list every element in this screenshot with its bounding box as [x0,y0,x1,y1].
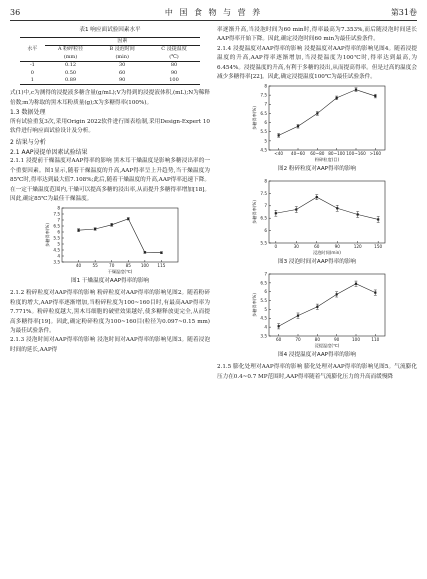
figure-3-chart [217,177,417,257]
x-tick-label: 0 [274,244,278,250]
x-tick-label: 120 [353,244,362,250]
section-2-1-5-title: 2.1.5 膨化处理对AAP得率的影响 [217,364,303,371]
plot-frame [269,86,385,150]
data-point [94,228,96,230]
figure-3-caption: 图3 浸泡时间对AAP得率的影响 [277,259,357,266]
section-2-1-5-body: 膨化处理对AAP得率的影响见图5。气流膨化压力在0.4~0.7 MP范围时,AAP得率随着气流膨化压力的升高而缓慢降 [217,364,417,380]
section-1-3-heading: 1.3 数据处理 [10,109,46,117]
y-tick-label: 7.5 [53,211,60,217]
section-2-1-heading: 2.1 AAP浸提单因素试验结果 [10,148,88,156]
formula-explanation: 式(1)中,c为测得的浸提液多糖含量(g/mL);V为得到的浸提液体积,(mL);N为稀释倍数;m为称取的黑木耳粉质量(g);X为多糖得率(100%)。 [10,90,210,106]
y-tick-label: 7 [57,217,60,223]
table-cell: -1 [29,62,35,69]
x-tick-label: 85 [125,263,131,269]
y-tick-label: 5 [264,307,267,313]
x-tick-label: 90 [334,244,340,250]
section-2-1-2-title: 2.1.2 粉碎粒度对AAP得率的影响 [10,290,96,297]
y-tick-label: 8 [264,83,267,89]
table-cell: 0.89 [64,77,77,84]
x-tick-label: >160 [369,151,382,157]
y-tick-label: 7.5 [260,191,267,197]
x-tick-label: 60 [314,244,320,250]
series-line [279,90,376,136]
y-tick-label: 5.5 [260,298,267,304]
y-tick-label: 7 [264,203,267,209]
figure-4-chart [217,270,417,350]
x-tick-label: 90 [333,337,340,343]
y-tick-label: 6 [264,120,267,126]
table-cell: 0.50 [64,69,77,76]
table-cell: 80 [170,62,178,69]
y-tick-label: 8 [57,205,60,211]
table-header-level: 水平 [20,38,45,62]
data-point [144,252,146,254]
figure-1-caption: 图1 干燥温度对AAP得率的影响 [70,278,150,285]
x-tick-label: 80~100 [328,151,346,157]
table-cell: 90 [118,77,126,84]
y-tick-label: 8 [264,178,267,184]
data-point [374,95,376,97]
table-cell: 0.12 [64,62,77,69]
y-tick-label: 6 [57,229,60,235]
plot-frame [62,208,178,262]
table-cell: 30 [118,62,126,69]
y-axis-label: 多糖得率(%) [252,293,257,318]
figure-2 [217,82,417,174]
data-point [377,219,379,221]
header-rule [10,20,417,21]
y-tick-label: 5.5 [53,235,60,241]
y-axis-label: 多糖得率(%) [252,106,257,131]
x-tick-label: 40~60 [290,151,306,157]
table-row [20,62,200,70]
x-tick-label: <40 [274,151,284,157]
table-col-c: C 浸提温度 [161,46,187,53]
data-point [355,89,357,91]
data-point [127,218,129,220]
section-1-3-text: 所有试验重复3次,采用Origin 2022软件进行图表绘制,采用Design-Expert 10软件进行响应面试验设计及分析。 [10,118,210,135]
page-header [0,0,427,22]
table-row [20,77,200,85]
table-col-b: B 浸泡时间 [109,46,135,53]
figure-1 [10,204,210,286]
table-unit-c: (℃) [169,53,179,60]
y-tick-label: 5 [264,138,267,144]
y-tick-label: 4.5 [260,147,267,153]
data-point [297,126,299,128]
data-point [278,326,280,328]
section-2-1-4-text [217,45,417,83]
section-2-1-3-text [10,336,210,355]
table-col-a: A 粉碎粒径 [57,46,84,53]
y-axis-label: 多糖得率(%) [45,223,50,248]
section-2-heading: 2 结果与分析 [10,139,46,147]
x-tick-label: 60~80 [310,151,325,157]
data-point [160,252,162,254]
y-tick-label: 4.5 [260,316,267,322]
data-point [336,97,338,99]
factor-level-table [20,37,200,85]
figure-1-chart [10,204,210,276]
left-column [10,26,210,355]
x-tick-label: 70 [109,263,115,269]
section-2-1-1-body: 黑木耳干燥温度是影响多糖浸出率的一个重要因素。图1显示,随着干燥温度的升高,AAP得率呈上升趋势,当干燥温度为85℃时,得率达到最大值7.108%;此后,随着干燥温度的升高,AAP得率迅速下降。在一定干燥温度范围内,干燥可以提高多糖的浸出率,从而提升多糖得率增加[18]。因此,确定85℃为最佳干燥温度。 [10,158,210,202]
x-tick-label: 70 [295,337,301,343]
continued-text: 率逐渐升高,当浸泡时间为60 min时,得率最高为7.353%,而后随浸泡时间延长AAP得率开始下降。因此,确定浸泡时间60 min为最佳试验条件。 [217,27,417,43]
y-tick-label: 7.5 [260,92,267,98]
section-2-1-5-text [217,363,417,382]
data-point [278,135,280,137]
x-tick-label: 150 [374,244,383,250]
table-cell: 100 [169,77,179,84]
section-2-1-1-title: 2.1.1 浸提前干燥温度对AAP得率的影响 [10,158,112,165]
table-unit-b: (min) [115,53,129,60]
page-number: 36 [10,8,21,17]
data-point [357,214,359,216]
figure-3 [217,177,417,267]
y-tick-label: 3.5 [53,259,60,265]
y-tick-label: 7 [264,102,267,108]
section-2-1-1-text [10,157,210,204]
section-2-1-3-body: 浸泡时间对AAP得率的影响见图3。随着浸泡时间的延长,AAP得 [10,337,210,353]
volume-label: 第31卷 [390,8,417,17]
section-2-1-2-body: 粉碎粒度对AAP得率的影响见图2。随着粉碎粒度的增大,AAP得率逐渐增加,当粉碎粒度为100~160目时,有最高AAP得率为7.771%。粉碎粒度越大,黑木耳细胞的破壁效果越好,使多糖释放更完全,从而提高多糖得率[19]。因此,确定粉碎粒度为100~160目(粒径为0.097~0.15 mm)为最佳试验条件。 [10,290,210,334]
table-row [20,70,200,77]
table-cell: 90 [170,69,178,76]
table-cell: 60 [118,69,126,76]
data-point [297,315,299,317]
table1-caption: 表1 响应面试验因素水平 [79,27,141,33]
section-2-1-2-text [10,289,210,336]
y-tick-label: 6.5 [260,111,267,117]
data-point [295,209,297,211]
x-tick-label: 115 [157,263,166,269]
x-tick-label: 80 [314,337,321,343]
y-tick-label: 5 [57,241,60,247]
x-tick-label: 55 [92,263,98,269]
table-header-factors: 因素 [45,38,200,46]
x-axis-label: 粉碎粒度(目) [314,157,340,163]
section-2-1-4-body: 浸提温度对AAP得率的影响见图4。随着浸提温度的升高,AAP得率逐渐增加,当浸提温度为100℃时,得率达到最高,为6.454%。浸提温度的升高,有利于多糖的浸出,从而提高得率。但是过高的温度会减少多糖得率[22]。因此,确定浸提温度100℃为最佳试验条件。 [217,45,417,81]
table-cell: 1 [30,77,34,84]
data-point [316,196,318,198]
y-tick-label: 4 [57,253,60,259]
figure-2-chart [217,82,417,164]
table-cell: 0 [30,69,34,76]
x-tick-label: 100 [352,337,360,343]
data-point [355,283,357,285]
y-tick-label: 6 [264,289,267,295]
series-line [276,198,378,220]
data-point [336,294,338,296]
right-column [217,26,417,382]
section-2-1-4-title: 2.1.4 浸提温度对AAP得率的影响 [217,45,303,52]
section-2-1-3-title: 2.1.3 浸泡时间对AAP得率的影响 [10,337,96,344]
x-tick-label: 40 [75,263,82,269]
y-tick-label: 5.5 [260,129,267,135]
y-tick-label: 7 [264,271,267,277]
y-tick-label: 4.5 [53,247,60,253]
x-tick-label: 30 [293,244,299,250]
x-tick-label: 60 [275,337,282,343]
figure-4-caption: 图4 浸提温度对AAP得率的影响 [277,352,357,359]
series-line [279,284,376,327]
figure-2-caption: 图2 粉碎粒度对AAP得率的影响 [277,166,357,173]
data-point [336,208,338,210]
x-tick-label: 110 [371,337,380,343]
data-point [275,213,277,215]
x-tick-label: 100 [140,263,149,269]
figure-4 [217,270,417,360]
plot-frame [269,274,385,336]
y-tick-label: 6.5 [260,280,267,286]
y-axis-label: 多糖得率(%) [252,200,257,225]
x-tick-label: 100~160 [346,151,366,157]
data-point [316,113,318,115]
data-point [111,224,113,226]
y-tick-label: 4 [264,324,267,330]
data-point [374,292,376,294]
journal-title: 中 国 食 物 与 营 养 [164,8,263,17]
x-axis-label: 干燥温度(℃) [107,269,133,275]
x-axis-label: 浸提温度(℃) [314,343,340,349]
x-axis-label: 浸泡时间(min) [313,250,341,256]
y-tick-label: 6.5 [260,216,267,222]
y-tick-label: 3.5 [260,333,267,339]
y-tick-label: 5.5 [260,240,267,246]
series-line [79,219,162,253]
data-point [77,229,79,231]
plot-frame [269,181,385,243]
y-tick-label: 6.5 [53,223,60,229]
table-unit-a: (mm) [63,53,78,60]
y-tick-label: 6 [264,228,267,234]
data-point [316,306,318,308]
